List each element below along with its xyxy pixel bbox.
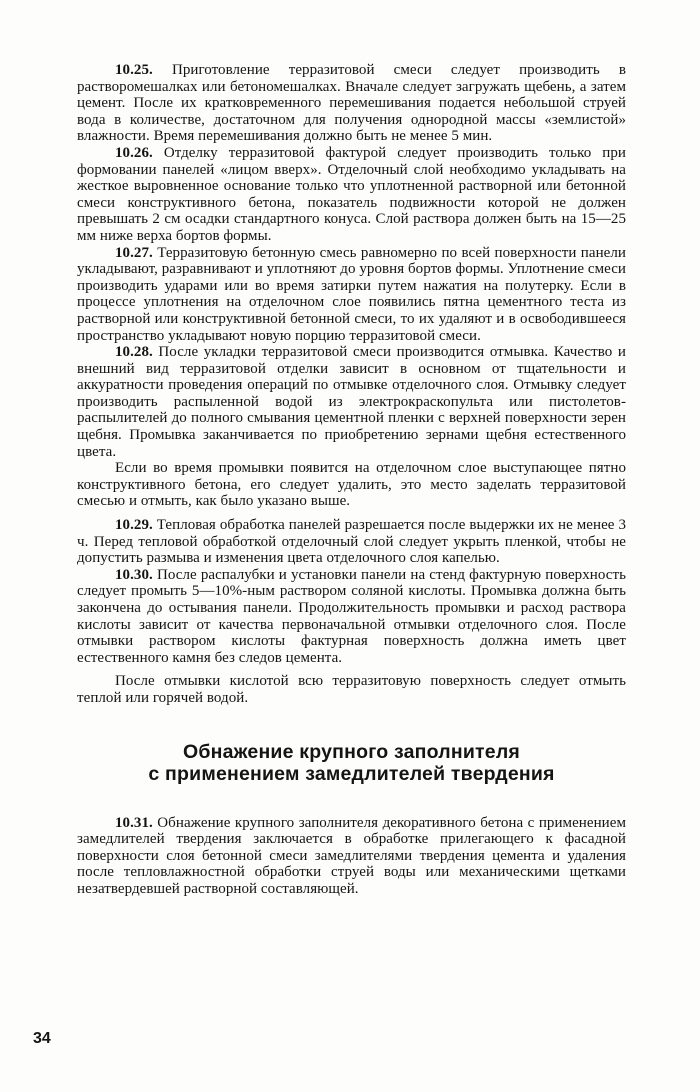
paragraph-10-25 [77,62,626,145]
paragraph-text: Тепловая обработка панелей разрешается после выдержки их не менее 3 ч. Перед тепловой обработкой отделочный слой следует укрыть пленкой, чтобы не допустить размыва и изменения цвета отделочного слоя капелью. [77,517,626,567]
paragraph-text: Отделку терразитовой фактурой следует производить только при формовании панелей «лицом вверх». Отделочный слой необходимо укладывать на жесткое выровненное основание только что уплотненной растворной или бетонной смеси конструктивного бетона, показатель подвижности которой не должен превышать 2 см осадки стандартного конуса. Слой раствора должен быть на 15—25 мм ниже верха бортов формы. [77,144,626,244]
page-number: 34 [33,1030,51,1047]
paragraph-number: 10.31. [115,814,153,831]
section-heading-line-1: Обнажение крупного заполнителя [183,740,520,763]
paragraph-text: После укладки терразитовой смеси производится отмывка. Качество и внешний вид терразитовой отделки зависит в основном от тщательности и аккуратности проведения операций по отмывке отделочного слоя. Отмывку следует производить распыленной водой из электрокраскопульта или пистолетов-распылителей до полного смывания цементной пленки с верхней поверхности зерен щебня. Промывка заканчивается по приобретению зернами щебня естественного цвета. [77,344,626,460]
paragraph-text: Если во время промывки появится на отделочном слое выступающее пятно конструктивного бетона, его следует удалить, это место заделать терразитовой смесью и отмыть, как было указано выше. [77,460,626,510]
paragraph-text: После отмывки кислотой всю терразитовую поверхность следует отмыть теплой или горячей водой. [77,673,626,706]
section-heading-line-2: с применением замедлителей твердения [148,762,555,785]
paragraph-10-29 [77,517,626,567]
paragraph-text: После распалубки и установки панели на стенд фактурную поверхность следует промыть 5—10%-ным раствором соляной кислоты. Промывка должна быть закончена до остывания панели. Продолжительность промывки и расход раствора кислоты зависит от качества первоначальной отмывки отделочного слоя. После отмывки раствором кислоты фактурная поверхность должна иметь цвет естественного камня без следов цемента. [77,566,626,666]
paragraph-10-28 [77,344,626,460]
paragraph-text: Обнажение крупного заполнителя декоративного бетона с применением замедлителей твердения заключается в обработке прилегающего к фасадной поверхности слоя бетонной смеси замедлителями твердения цемента и удаления после тепловлажностной обработки струей воды или механическими щетками незатвердевшей растворной составляющей. [77,814,626,897]
paragraph-10-30 [77,567,626,667]
section-heading [77,741,626,785]
paragraph-promyvka-note [77,460,626,510]
paragraph-number: 10.26. [115,144,153,161]
paragraph-10-27 [77,245,626,345]
paragraph-text: Терразитовую бетонную смесь равномерно по всей поверхности панели укладывают, разравнивают и уплотняют до уровня бортов формы. Уплотнение смеси производить ударами или во время затирки путем нажатия на полутерку. Если в процессе уплотнения на отделочном слое появились пятна цементного теста из растворной или конструктивной бетонной смеси, то их удаляют и в освободившееся пространство укладывают новую порцию терразитовой смеси. [77,244,626,344]
paragraph-text: Приготовление терразитовой смеси следует производить в растворомешалках или бетономешалках. Вначале следует загружать щебень, а затем цемент. После их кратковременного перемешивания подается небольшой струей вода в количестве, достаточном для получения однородной массы «землистой» влажности. Время перемешивания должно быть не менее 5 мин. [77,62,626,145]
paragraph-number: 10.28. [115,344,153,361]
paragraph-10-31 [77,815,626,898]
paragraph-number: 10.25. [115,62,153,78]
paragraph-number: 10.29. [115,517,153,534]
paragraph-number: 10.30. [115,566,153,583]
paragraph-number: 10.27. [115,244,153,261]
paragraph-10-26 [77,145,626,245]
paragraph-acid-wash-note [77,673,626,706]
